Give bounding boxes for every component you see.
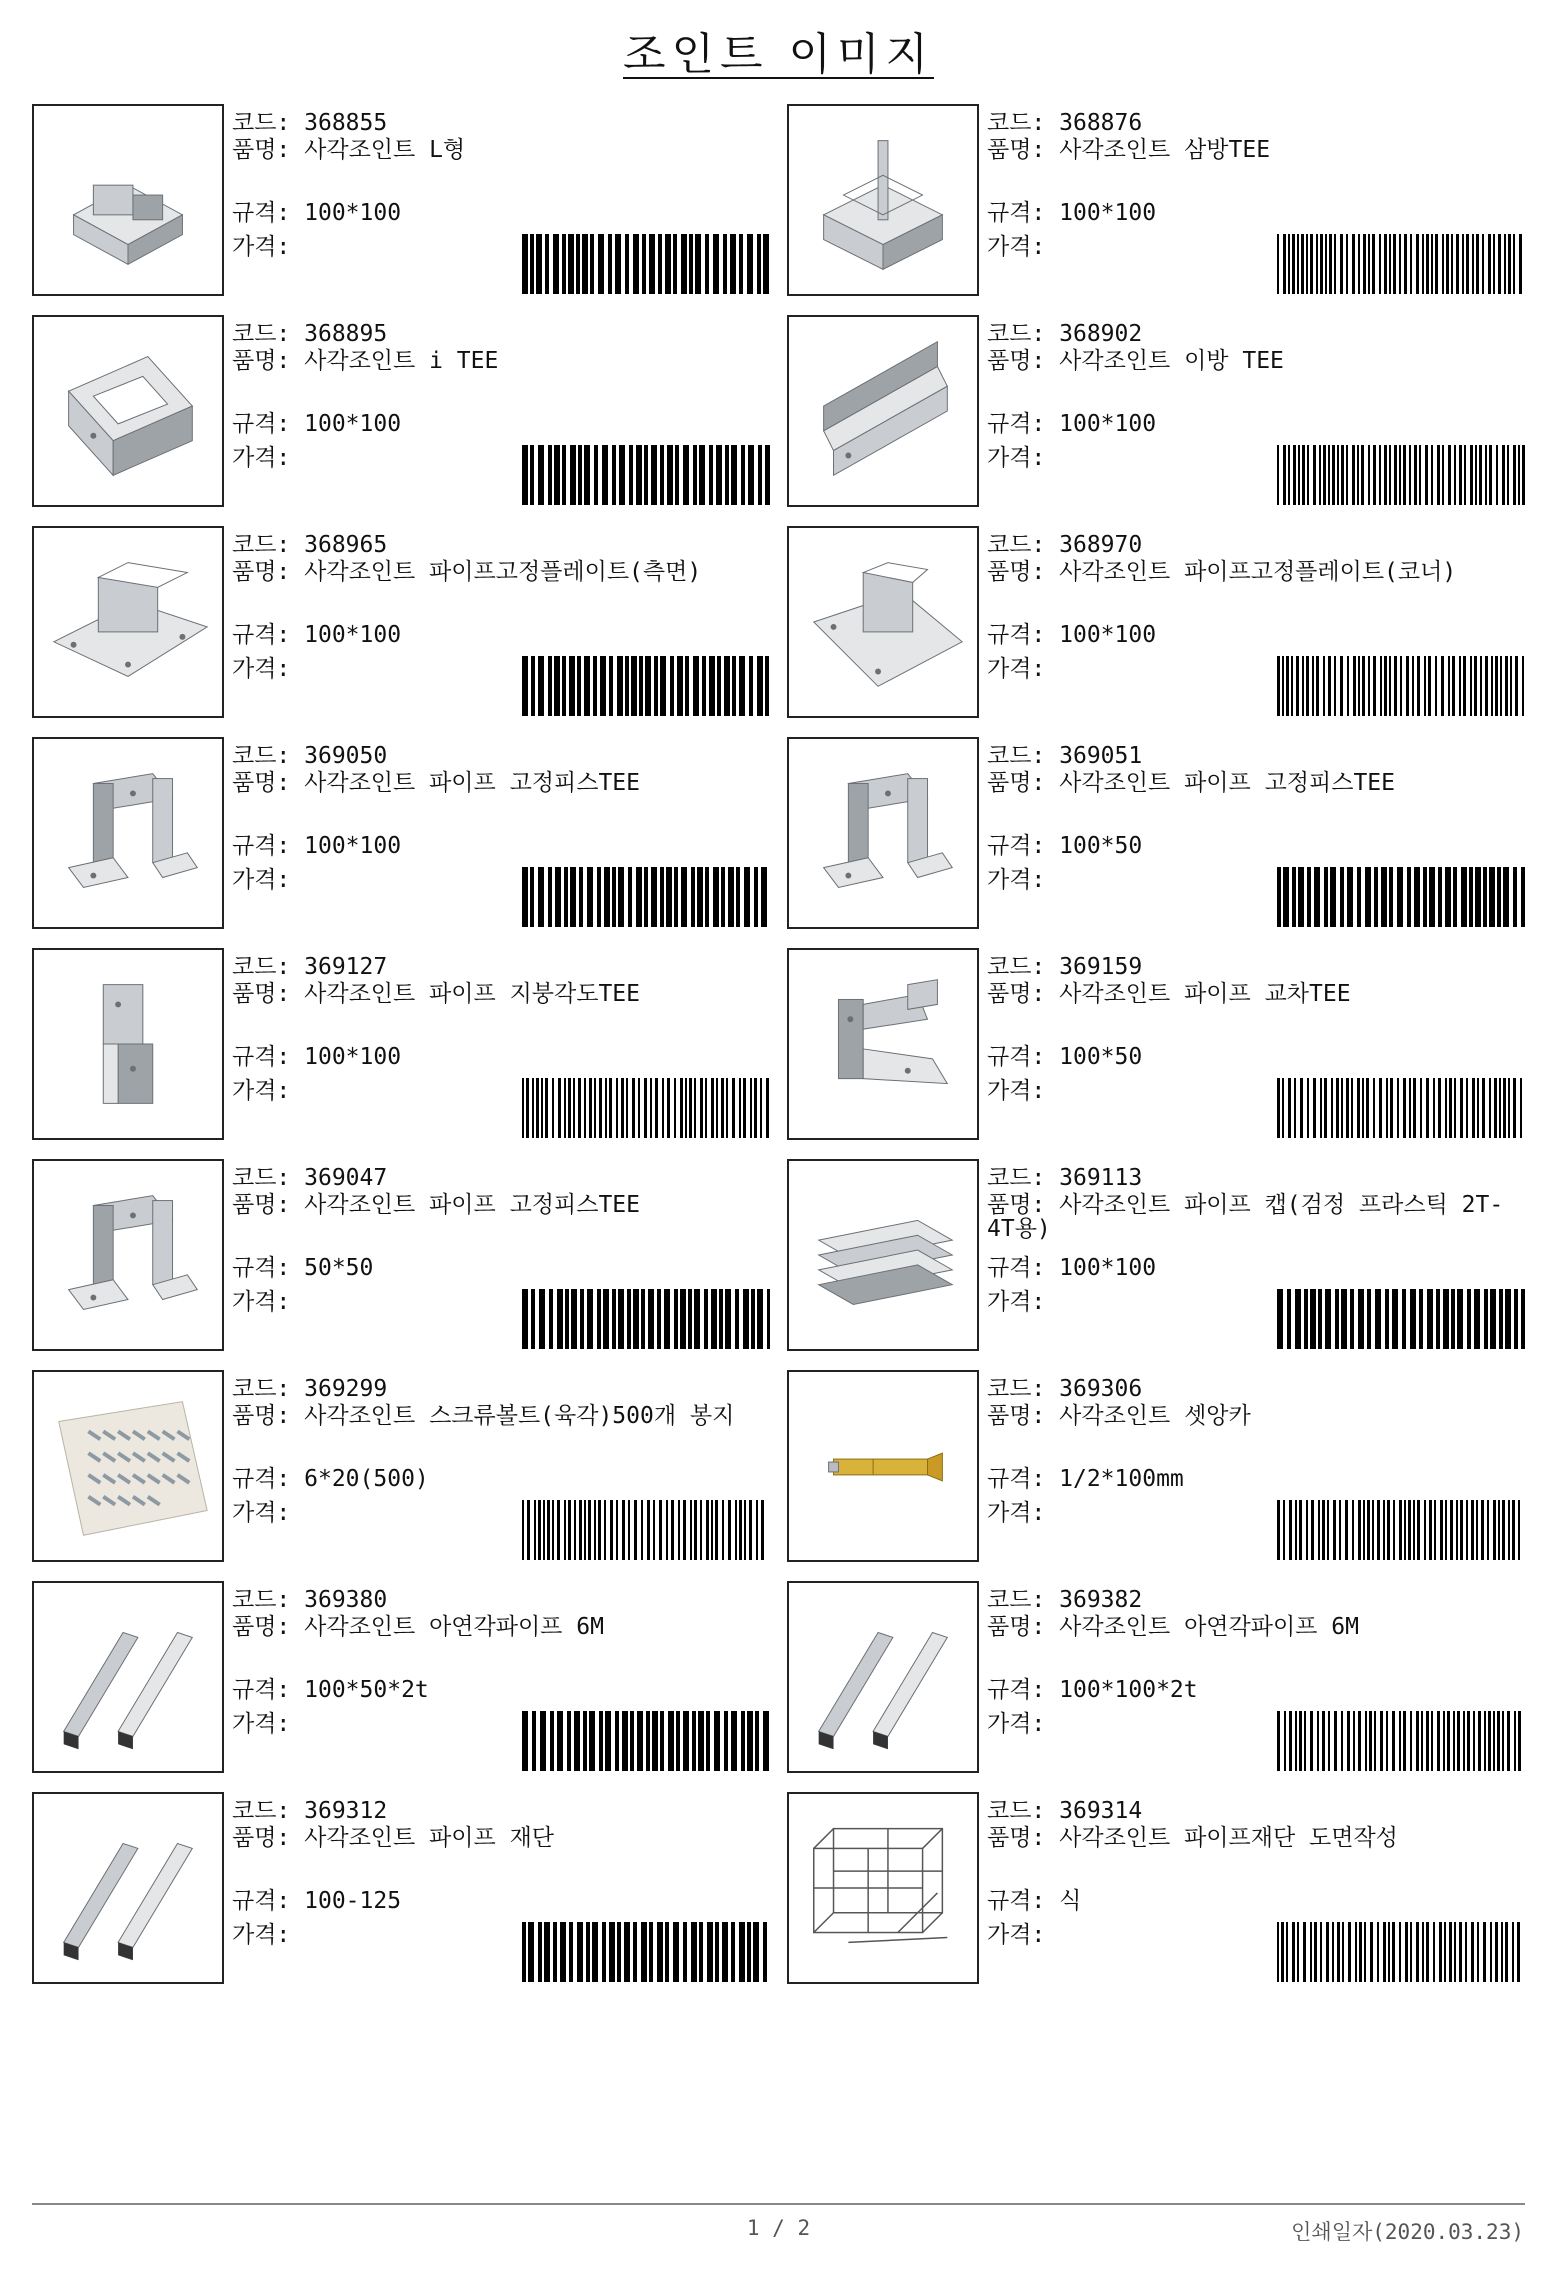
product-name: 품명: 사각조인트 파이프재단 도면작성 — [987, 1825, 1398, 1851]
barcode — [1277, 1289, 1525, 1349]
product-price: 가격: — [987, 1922, 1046, 1948]
product-spec: 규격: 100*100 — [232, 411, 402, 437]
roof-angle-bracket-icon — [34, 950, 222, 1138]
cross-tee-icon — [789, 950, 977, 1138]
product-code: 코드: 369299 — [232, 1376, 388, 1402]
product-card — [787, 948, 1532, 1140]
product-name: 품명: 사각조인트 파이프고정플레이트(측면) — [232, 559, 702, 585]
product-price: 가격: — [232, 656, 291, 682]
barcode — [1277, 1500, 1525, 1560]
product-price: 가격: — [232, 1078, 291, 1104]
screw-bag-icon — [34, 1372, 222, 1560]
product-spec: 규격: 100*100 — [987, 411, 1157, 437]
product-card — [32, 1581, 777, 1773]
product-price: 가격: — [232, 867, 291, 893]
product-name: 품명: 사각조인트 파이프 재단 — [232, 1825, 555, 1851]
product-code: 코드: 368855 — [232, 110, 388, 136]
product-price: 가격: — [232, 234, 291, 260]
product-image — [787, 948, 979, 1140]
product-image — [32, 1792, 224, 1984]
product-price: 가격: — [987, 1078, 1046, 1104]
product-spec: 규격: 50*50 — [232, 1255, 374, 1281]
page-title: 조인트 이미지 — [622, 29, 934, 80]
product-spec: 규격: 100*100*2t — [987, 1677, 1198, 1703]
two-way-tee-icon — [789, 317, 977, 505]
product-card — [787, 526, 1532, 718]
product-name: 품명: 사각조인트 이방 TEE — [987, 348, 1284, 374]
product-image — [32, 1370, 224, 1562]
cap-plates-icon — [789, 1161, 977, 1349]
product-price: 가격: — [232, 445, 291, 471]
barcode — [522, 1500, 770, 1560]
base-plate-side-icon — [34, 528, 222, 716]
product-card — [32, 948, 777, 1140]
product-code: 코드: 369127 — [232, 954, 388, 980]
product-code: 코드: 369050 — [232, 743, 388, 769]
product-card — [32, 1370, 777, 1562]
product-card — [32, 315, 777, 507]
product-price: 가격: — [232, 1500, 291, 1526]
product-name: 품명: 사각조인트 아연각파이프 6M — [987, 1614, 1359, 1640]
barcode — [522, 656, 770, 716]
product-code: 코드: 368876 — [987, 110, 1143, 136]
product-spec: 규격: 6*20(500) — [232, 1466, 429, 1492]
barcode — [522, 1289, 770, 1349]
product-price: 가격: — [987, 445, 1046, 471]
product-spec: 규격: 100*50 — [987, 833, 1143, 859]
product-spec: 규격: 100*100 — [232, 200, 402, 226]
product-code: 코드: 369380 — [232, 1587, 388, 1613]
product-spec: 규격: 식 — [987, 1888, 1082, 1914]
product-image — [787, 1159, 979, 1351]
product-card — [32, 1792, 777, 1984]
product-image — [32, 526, 224, 718]
fixing-bracket-icon — [34, 739, 222, 927]
square-pipe-icon — [34, 1794, 222, 1982]
product-code: 코드: 369051 — [987, 743, 1143, 769]
product-spec: 규격: 100*100 — [232, 833, 402, 859]
product-image — [32, 737, 224, 929]
product-name: 품명: 사각조인트 파이프 고정피스TEE — [232, 1192, 640, 1218]
product-price: 가격: — [987, 1289, 1046, 1315]
product-image — [32, 315, 224, 507]
product-code: 코드: 369113 — [987, 1165, 1143, 1191]
product-image — [32, 1159, 224, 1351]
barcode — [522, 1922, 770, 1982]
product-name: 품명: 사각조인트 i TEE — [232, 348, 499, 374]
barcode — [522, 1711, 770, 1771]
product-code: 코드: 369312 — [232, 1798, 388, 1824]
product-name: 품명: 사각조인트 파이프 고정피스TEE — [987, 770, 1395, 796]
product-card — [787, 1159, 1532, 1351]
product-spec: 규격: 100*100 — [987, 622, 1157, 648]
product-name: 품명: 사각조인트 아연각파이프 6M — [232, 1614, 604, 1640]
barcode — [522, 234, 770, 294]
barcode — [1277, 445, 1525, 505]
print-date: 인쇄일자(2020.03.23) — [1291, 2220, 1524, 2244]
product-code: 코드: 369047 — [232, 1165, 388, 1191]
footer-divider — [32, 2203, 1525, 2205]
product-name: 품명: 사각조인트 파이프 고정피스TEE — [232, 770, 640, 796]
barcode — [522, 867, 770, 927]
product-name: 품명: 사각조인트 삼방TEE — [987, 137, 1271, 163]
product-code: 코드: 368970 — [987, 532, 1143, 558]
product-price: 가격: — [232, 1922, 291, 1948]
product-spec: 규격: 100-125 — [232, 1888, 402, 1914]
product-image — [787, 315, 979, 507]
barcode — [1277, 234, 1525, 294]
product-code: 코드: 368895 — [232, 321, 388, 347]
product-spec: 규격: 100*50*2t — [232, 1677, 429, 1703]
product-code: 코드: 369159 — [987, 954, 1143, 980]
anchor-bolt-icon — [789, 1372, 977, 1560]
product-card — [32, 737, 777, 929]
product-spec: 규격: 100*100 — [232, 622, 402, 648]
product-card — [787, 1581, 1532, 1773]
i-tee-icon — [34, 317, 222, 505]
fixing-bracket-icon — [34, 1161, 222, 1349]
product-spec: 규격: 100*50 — [987, 1044, 1143, 1070]
product-name: 품명: 사각조인트 파이프 교차TEE — [987, 981, 1351, 1007]
product-price: 가격: — [987, 1500, 1046, 1526]
product-card — [787, 1370, 1532, 1562]
product-spec: 규격: 100*100 — [987, 1255, 1157, 1281]
product-price: 가격: — [232, 1289, 291, 1315]
product-image — [32, 1581, 224, 1773]
product-code: 코드: 368965 — [232, 532, 388, 558]
product-name: 품명: 사각조인트 파이프고정플레이트(코너) — [987, 559, 1457, 585]
product-spec: 규격: 100*100 — [987, 200, 1157, 226]
product-name: 품명: 사각조인트 파이프 지붕각도TEE — [232, 981, 640, 1007]
product-name: 품명: 사각조인트 파이프 캡(검정 프라스틱 2T-4T용) — [987, 1192, 1504, 1242]
product-name: 품명: 사각조인트 L형 — [232, 137, 466, 163]
product-price: 가격: — [232, 1711, 291, 1737]
page-number: 1 / 2 — [746, 2216, 811, 2240]
product-name: 품명: 사각조인트 스크류볼트(육각)500개 봉지 — [232, 1403, 735, 1429]
product-code: 코드: 368902 — [987, 321, 1143, 347]
product-price: 가격: — [987, 234, 1046, 260]
product-image — [787, 1370, 979, 1562]
barcode — [1277, 1078, 1525, 1138]
barcode — [1277, 1711, 1525, 1771]
product-image — [787, 737, 979, 929]
product-image — [787, 1581, 979, 1773]
product-card — [32, 104, 777, 296]
fixing-bracket-icon — [789, 739, 977, 927]
base-plate-corner-icon — [789, 528, 977, 716]
product-card — [32, 1159, 777, 1351]
barcode — [522, 445, 770, 505]
product-code: 코드: 369314 — [987, 1798, 1143, 1824]
product-price: 가격: — [987, 867, 1046, 893]
three-way-tee-icon — [789, 106, 977, 294]
product-image — [787, 1792, 979, 1984]
product-price: 가격: — [987, 1711, 1046, 1737]
product-image — [32, 948, 224, 1140]
product-card — [787, 737, 1532, 929]
product-image — [787, 104, 979, 296]
l-joint-icon — [34, 106, 222, 294]
frame-drawing-icon — [789, 1794, 977, 1982]
product-code: 코드: 369306 — [987, 1376, 1143, 1402]
product-image — [32, 104, 224, 296]
square-pipe-icon — [34, 1583, 222, 1771]
barcode — [522, 1078, 770, 1138]
barcode — [1277, 867, 1525, 927]
product-spec: 규격: 1/2*100mm — [987, 1466, 1184, 1492]
product-price: 가격: — [987, 656, 1046, 682]
product-card — [787, 104, 1532, 296]
barcode — [1277, 1922, 1525, 1982]
product-spec: 규격: 100*100 — [232, 1044, 402, 1070]
product-code: 코드: 369382 — [987, 1587, 1143, 1613]
product-card — [787, 315, 1532, 507]
barcode — [1277, 656, 1525, 716]
square-pipe-icon — [789, 1583, 977, 1771]
product-name: 품명: 사각조인트 셋앙카 — [987, 1403, 1251, 1429]
product-card — [787, 1792, 1532, 1984]
product-image — [787, 526, 979, 718]
product-card — [32, 526, 777, 718]
